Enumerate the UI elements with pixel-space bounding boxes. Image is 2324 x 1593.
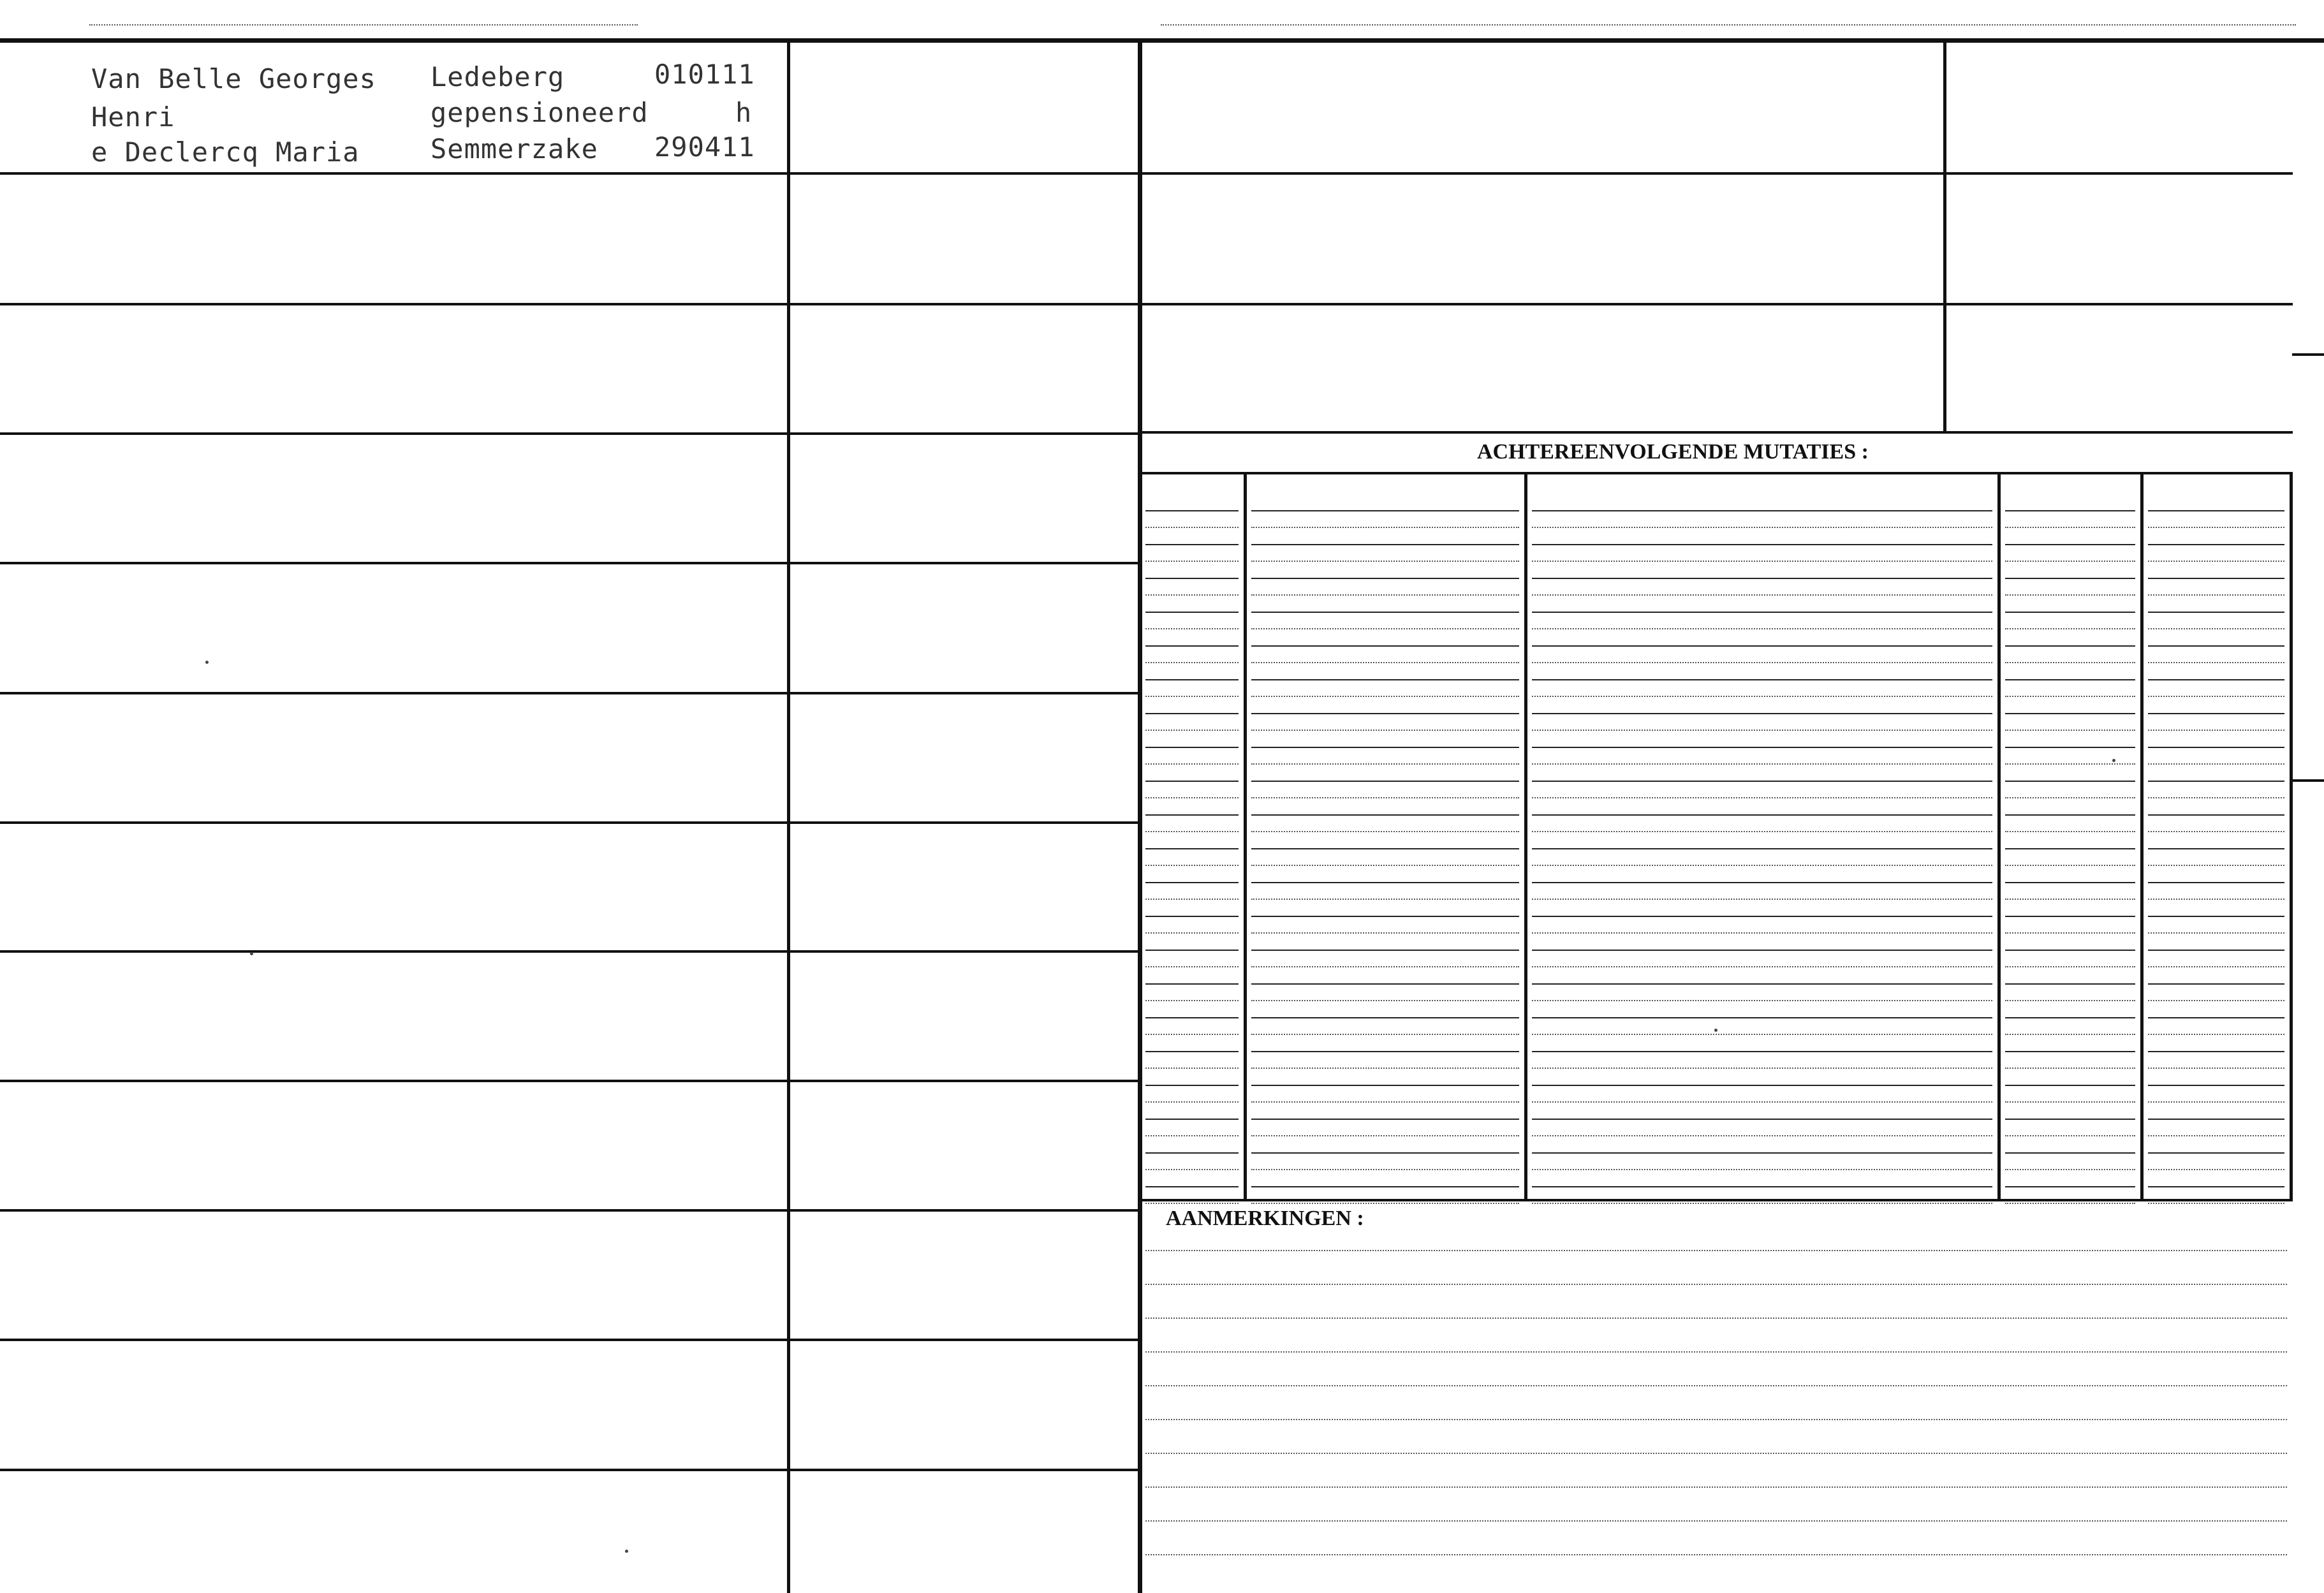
mutations-rule (1532, 578, 1992, 579)
mutations-dotted-rule (2005, 1000, 2135, 1001)
upper-right-row-rule (1138, 303, 2293, 305)
mutations-rule (1532, 612, 1992, 613)
mutations-rule (2148, 1085, 2284, 1086)
mutations-dotted-rule (2148, 932, 2284, 934)
mutations-rule (1145, 1017, 1239, 1018)
mutations-dotted-rule (1251, 527, 1519, 528)
mutations-dotted-rule (1251, 696, 1519, 697)
mutations-dotted-rule (1145, 628, 1239, 629)
mutations-rule (1145, 983, 1239, 985)
mutations-rule (2005, 1186, 2135, 1187)
mutations-rule (1251, 713, 1519, 714)
name-line-2: Henri (91, 101, 175, 133)
remarks-rule (1145, 1487, 2287, 1488)
mutations-dotted-rule (2148, 730, 2284, 731)
mutations-dotted-rule (2005, 1169, 2135, 1170)
place-line-1: Ledeberg (430, 61, 565, 92)
ledger-row-rule (0, 821, 1138, 824)
mutations-rule (2148, 1186, 2284, 1187)
mutations-rule (2148, 781, 2284, 782)
remarks-title: AANMERKINGEN : (1166, 1207, 1364, 1230)
mutations-rule (1251, 1017, 1519, 1018)
mutations-rule (1145, 882, 1239, 883)
mutations-rule (1532, 1119, 1992, 1120)
mutations-rule (2005, 544, 2135, 545)
place-line-2: gepensioneerd (430, 97, 649, 128)
ledger-row-rule (0, 432, 1138, 435)
mutations-rule (1251, 510, 1519, 511)
mutations-dotted-rule (2005, 1034, 2135, 1035)
mutations-dotted-rule (1532, 1169, 1992, 1170)
ledger-row-rule (0, 172, 1138, 175)
mutations-dotted-rule (2148, 966, 2284, 967)
mutations-dotted-rule (1251, 628, 1519, 629)
mutations-dotted-rule (2148, 1034, 2284, 1035)
mutations-rule (2005, 781, 2135, 782)
remarks-rule (1145, 1385, 2287, 1386)
mutations-rule (2148, 747, 2284, 748)
mutations-rule (1251, 781, 1519, 782)
ledger-row-rule (0, 692, 1138, 694)
mutations-rule (1532, 882, 1992, 883)
mutations-rule (1145, 916, 1239, 917)
mutations-dotted-rule (1145, 899, 1239, 900)
mutations-rule (1532, 1186, 1992, 1187)
remarks-rule (1145, 1453, 2287, 1454)
mutations-rule (1532, 510, 1992, 511)
mutations-column-divider (2140, 472, 2144, 1200)
left-column-divider (787, 41, 790, 1593)
mutations-rule (1251, 679, 1519, 680)
mutations-dotted-rule (1251, 831, 1519, 832)
upper-right-row-rule (1138, 172, 2293, 175)
mutations-dotted-rule (2005, 730, 2135, 731)
mutations-rule (1251, 747, 1519, 748)
upper-right-divider (1943, 41, 1946, 431)
mutations-rule (1251, 544, 1519, 545)
mutations-rule (1532, 950, 1992, 951)
mutations-column-divider (1524, 472, 1527, 1200)
mutations-dotted-rule (1251, 966, 1519, 967)
mutations-rule (1251, 645, 1519, 647)
mutations-dotted-rule (2005, 628, 2135, 629)
margin-tick-upper (2292, 353, 2324, 356)
mutations-rule (1145, 1152, 1239, 1154)
mutations-dotted-rule (2005, 1101, 2135, 1103)
mutations-rule (2005, 510, 2135, 511)
mutations-rule (1251, 950, 1519, 951)
mutations-rule (2148, 679, 2284, 680)
mutations-dotted-rule (1145, 1034, 1239, 1035)
mutations-dotted-rule (1145, 1169, 1239, 1170)
mutations-dotted-rule (2148, 696, 2284, 697)
mutations-dotted-rule (1532, 1068, 1992, 1069)
mutations-rule (1251, 1152, 1519, 1154)
mutations-dotted-rule (1251, 1034, 1519, 1035)
mutations-dotted-rule (1251, 1169, 1519, 1170)
mutations-dotted-rule (1145, 1000, 1239, 1001)
mutations-dotted-rule (2005, 561, 2135, 562)
mutations-dotted-rule (1145, 696, 1239, 697)
mutations-rule (1251, 916, 1519, 917)
mutations-rule (2148, 882, 2284, 883)
mutations-dotted-rule (2148, 831, 2284, 832)
mutations-rule (1145, 713, 1239, 714)
mutations-dotted-rule (1145, 527, 1239, 528)
place-line-3: Semmerzake (430, 133, 598, 165)
mutations-dotted-rule (2005, 899, 2135, 900)
mutations-dotted-rule (2005, 662, 2135, 663)
mutations-rule (2148, 612, 2284, 613)
mutations-rule (1251, 612, 1519, 613)
name-line-1: Van Belle Georges (91, 63, 376, 94)
mutations-rule (2005, 645, 2135, 647)
mutations-dotted-rule (1145, 561, 1239, 562)
mutations-rule (1532, 1085, 1992, 1086)
remarks-rule (1145, 1284, 2287, 1285)
mutations-dotted-rule (1251, 899, 1519, 900)
mutations-dotted-rule (2005, 763, 2135, 765)
ledger-row-rule (0, 303, 1138, 305)
top-scan-edge-right (1161, 24, 2296, 26)
mutations-column-divider (2290, 472, 2293, 1200)
mutations-rule (1532, 781, 1992, 782)
ledger-row-rule (0, 1209, 1138, 1212)
mutations-dotted-rule (1251, 1101, 1519, 1103)
mutations-top-rule (1138, 431, 2293, 434)
mutations-rule (1532, 544, 1992, 545)
mutations-rule (2148, 814, 2284, 816)
mutations-dotted-rule (1251, 797, 1519, 798)
mutations-rule (1532, 916, 1992, 917)
mutations-dotted-rule (2148, 1135, 2284, 1136)
mutations-dotted-rule (2148, 1101, 2284, 1103)
mutations-dotted-rule (2148, 628, 2284, 629)
mutations-rule (1532, 645, 1992, 647)
mutations-rule (1532, 1152, 1992, 1154)
mutations-dotted-rule (2005, 1203, 2135, 1204)
mutations-rule (1145, 950, 1239, 951)
mutations-rule (1532, 983, 1992, 985)
mutations-dotted-rule (1145, 865, 1239, 866)
mutations-rule (2148, 544, 2284, 545)
name-line-3: e Declercq Maria (91, 136, 360, 168)
mutations-rule (2148, 916, 2284, 917)
remarks-rule (1145, 1351, 2287, 1353)
mutations-rule (1145, 645, 1239, 647)
mutations-rule (1532, 1051, 1992, 1052)
mutations-dotted-rule (1532, 662, 1992, 663)
mutations-dotted-rule (1145, 932, 1239, 934)
mutations-rule (2005, 916, 2135, 917)
mutations-rule (2005, 983, 2135, 985)
remarks-rule (1145, 1554, 2287, 1555)
mutations-rule (1145, 578, 1239, 579)
mutations-rule (2005, 950, 2135, 951)
mutations-rule (2005, 1085, 2135, 1086)
mutations-dotted-rule (1145, 594, 1239, 596)
mutations-dotted-rule (2005, 831, 2135, 832)
mutations-rule (1145, 612, 1239, 613)
mutations-rule (2148, 713, 2284, 714)
mutations-dotted-rule (1251, 932, 1519, 934)
mutations-rule (1532, 713, 1992, 714)
mutations-dotted-rule (1145, 1068, 1239, 1069)
mutations-rule (1145, 510, 1239, 511)
mutations-rule (1145, 848, 1239, 849)
mutations-rule (1251, 848, 1519, 849)
mutations-dotted-rule (2005, 696, 2135, 697)
mutations-dotted-rule (2148, 1000, 2284, 1001)
mutations-dotted-rule (1145, 763, 1239, 765)
mutations-rule (2148, 950, 2284, 951)
mutations-rule (2005, 578, 2135, 579)
mutations-rule (1145, 1119, 1239, 1120)
mutations-dotted-rule (1145, 797, 1239, 798)
mutations-dotted-rule (1145, 966, 1239, 967)
mutations-rule (2005, 679, 2135, 680)
mutations-rule (1251, 1186, 1519, 1187)
mutations-dotted-rule (2005, 865, 2135, 866)
mutations-dotted-rule (2005, 797, 2135, 798)
mutations-rule (2148, 1119, 2284, 1120)
top-scan-edge (89, 24, 638, 26)
mutations-dotted-rule (1251, 561, 1519, 562)
mutations-dotted-rule (2005, 1135, 2135, 1136)
remarks-rule (1145, 1250, 2287, 1251)
mutations-dotted-rule (2148, 1203, 2284, 1204)
mutations-dotted-rule (1145, 1101, 1239, 1103)
mutations-rule (1145, 544, 1239, 545)
mutations-dotted-rule (1532, 1203, 1992, 1204)
scan-speck (1714, 1029, 1717, 1032)
mutations-dotted-rule (1532, 966, 1992, 967)
mutations-rule (2005, 713, 2135, 714)
mutations-dotted-rule (1532, 594, 1992, 596)
mutations-dotted-rule (1251, 1203, 1519, 1204)
mutations-dotted-rule (1532, 1000, 1992, 1001)
ledger-row-rule (0, 1339, 1138, 1341)
remarks-rule (1145, 1419, 2287, 1420)
mutations-title: ACHTEREENVOLGENDE MUTATIES : (1477, 440, 1869, 464)
mutations-dotted-rule (1532, 763, 1992, 765)
mutations-rule (2005, 848, 2135, 849)
mutations-dotted-rule (1532, 696, 1992, 697)
mutations-dotted-rule (2148, 594, 2284, 596)
mutations-rule (1532, 679, 1992, 680)
scan-speck (205, 661, 209, 664)
mutations-bottom-rule (1138, 1199, 2293, 1201)
mutations-rule (1145, 814, 1239, 816)
scan-speck (2112, 759, 2115, 762)
ledger-row-rule (0, 1469, 1138, 1471)
mutations-dotted-rule (1251, 865, 1519, 866)
mutations-dotted-rule (1532, 797, 1992, 798)
mutations-rule (1145, 747, 1239, 748)
scan-speck (250, 952, 253, 955)
mutations-dotted-rule (2148, 899, 2284, 900)
ledger-row-rule (0, 950, 1138, 953)
mutations-rule (2005, 882, 2135, 883)
mutations-dotted-rule (1532, 1034, 1992, 1035)
mutations-dotted-rule (1532, 628, 1992, 629)
mutations-dotted-rule (2148, 865, 2284, 866)
mutations-dotted-rule (2005, 527, 2135, 528)
mutations-dotted-rule (1532, 865, 1992, 866)
mutations-rule (1251, 1119, 1519, 1120)
mutations-rule (2005, 1119, 2135, 1120)
mutations-rule (2005, 1017, 2135, 1018)
mutations-dotted-rule (2005, 966, 2135, 967)
mutations-rule (2148, 1051, 2284, 1052)
mutations-column-divider (1244, 472, 1247, 1200)
mutations-dotted-rule (2148, 763, 2284, 765)
mutations-dotted-rule (1532, 831, 1992, 832)
center-heavy-divider (1138, 41, 1142, 1593)
scan-speck (625, 1550, 628, 1553)
mutations-rule (2005, 1152, 2135, 1154)
mutations-dotted-rule (1532, 730, 1992, 731)
mutations-dotted-rule (1251, 730, 1519, 731)
mutations-dotted-rule (2148, 662, 2284, 663)
mutations-dotted-rule (1532, 932, 1992, 934)
mutations-rule (1145, 679, 1239, 680)
mutations-dotted-rule (2148, 1169, 2284, 1170)
mutations-rule (1532, 814, 1992, 816)
mutations-dotted-rule (2148, 561, 2284, 562)
mutations-dotted-rule (2005, 594, 2135, 596)
mutations-rule (2148, 510, 2284, 511)
mutations-dotted-rule (2148, 527, 2284, 528)
mutations-dotted-rule (1251, 1135, 1519, 1136)
mutations-dotted-rule (1145, 1203, 1239, 1204)
code-line-2: h (735, 97, 753, 128)
mutations-rule (1145, 781, 1239, 782)
code-line-1: 010111 (654, 59, 755, 90)
mutations-dotted-rule (1145, 730, 1239, 731)
mutations-dotted-rule (1532, 1101, 1992, 1103)
mutations-rule (2005, 612, 2135, 613)
mutations-dotted-rule (1532, 1135, 1992, 1136)
mutations-column-divider (1997, 472, 2001, 1200)
mutations-rule (1145, 1085, 1239, 1086)
mutations-rule (1251, 578, 1519, 579)
ledger-row-rule (0, 562, 1138, 564)
remarks-rule (1145, 1318, 2287, 1319)
mutations-rule (1251, 1085, 1519, 1086)
mutations-dotted-rule (1251, 1000, 1519, 1001)
mutations-rule (1145, 1186, 1239, 1187)
mutations-rule (1251, 814, 1519, 816)
mutations-rule (2005, 814, 2135, 816)
mutations-rule (1532, 848, 1992, 849)
mutations-rule (1532, 1017, 1992, 1018)
mutations-dotted-rule (1532, 561, 1992, 562)
code-line-3: 290411 (654, 131, 755, 163)
mutations-dotted-rule (1251, 662, 1519, 663)
mutations-rule (2005, 747, 2135, 748)
top-border (0, 38, 2324, 43)
mutations-rule (2148, 848, 2284, 849)
mutations-rule (2148, 1017, 2284, 1018)
mutations-dotted-rule (1532, 527, 1992, 528)
mutations-dotted-rule (1145, 1135, 1239, 1136)
margin-tick-lower (2292, 779, 2324, 782)
mutations-dotted-rule (1532, 899, 1992, 900)
mutations-rule (1532, 747, 1992, 748)
mutations-dotted-rule (1145, 831, 1239, 832)
mutations-rule (1145, 1051, 1239, 1052)
remarks-rule (1145, 1520, 2287, 1522)
mutations-rule (2005, 1051, 2135, 1052)
mutations-dotted-rule (2148, 797, 2284, 798)
mutations-rule (2148, 983, 2284, 985)
mutations-dotted-rule (1145, 662, 1239, 663)
mutations-rule (2148, 578, 2284, 579)
mutations-rule (1251, 983, 1519, 985)
mutations-rule (2148, 645, 2284, 647)
mutations-rule (2148, 1152, 2284, 1154)
mutations-rule (1251, 882, 1519, 883)
ledger-row-rule (0, 1080, 1138, 1082)
mutations-dotted-rule (2005, 1068, 2135, 1069)
mutations-header-rule (1138, 472, 2293, 474)
mutations-dotted-rule (1251, 763, 1519, 765)
mutations-rule (1251, 1051, 1519, 1052)
mutations-dotted-rule (2005, 932, 2135, 934)
mutations-dotted-rule (1251, 594, 1519, 596)
mutations-dotted-rule (2148, 1068, 2284, 1069)
mutations-dotted-rule (1251, 1068, 1519, 1069)
